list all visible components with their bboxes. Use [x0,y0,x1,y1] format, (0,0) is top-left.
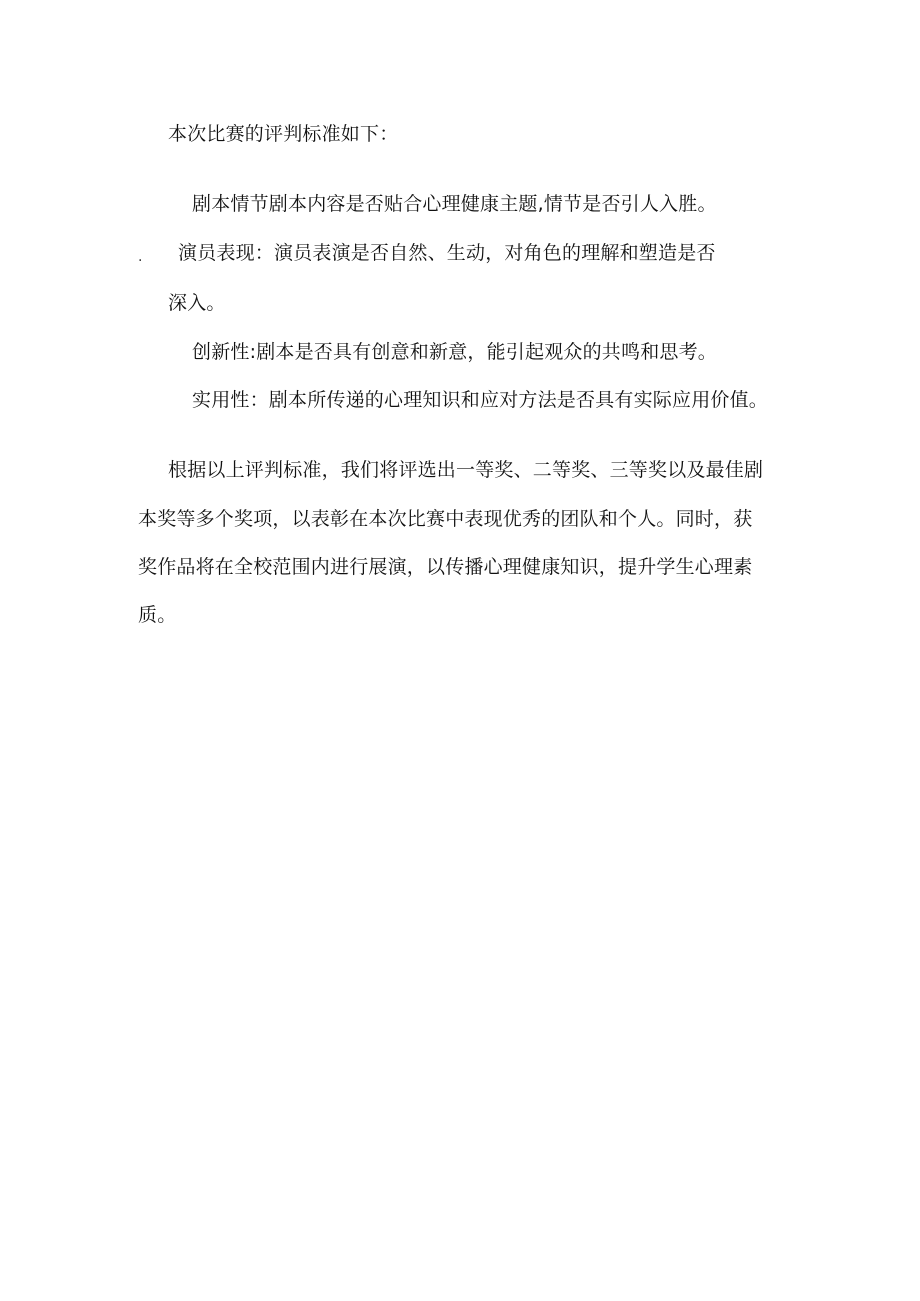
intro-heading: 本次比赛的评判标准如下： [168,123,399,145]
criterion-practicality: 实用性：剧本所传递的心理知识和应对方法是否具有实际应用价值。 [192,389,769,411]
criterion-innovation: 创新性:剧本是否具有创意和新意，能引起观众的共鸣和思考。 [192,341,718,363]
conclusion-line-2: 本奖等多个奖项，以表彰在本次比赛中表现优秀的团队和个人。同时，获 [138,508,753,530]
criterion-acting: 演员表现：演员表演是否自然、生动，对角色的理解和塑造是否 [178,242,716,264]
conclusion-line-1: 根据以上评判标准，我们将评选出一等奖、二等奖、三等奖以及最佳剧 [168,459,764,481]
criterion-plot: 剧本情节剧本内容是否贴合心理健康主题,情节是否引人入胜。 [192,193,717,215]
criterion-acting-continuation: 深入。 [168,292,226,314]
stray-bullet-mark: . [138,249,143,265]
conclusion-line-4: 质。 [138,604,177,626]
conclusion-line-3: 奖作品将在全校范围内进行展演，以传播心理健康知识，提升学生心理素 [138,556,753,578]
